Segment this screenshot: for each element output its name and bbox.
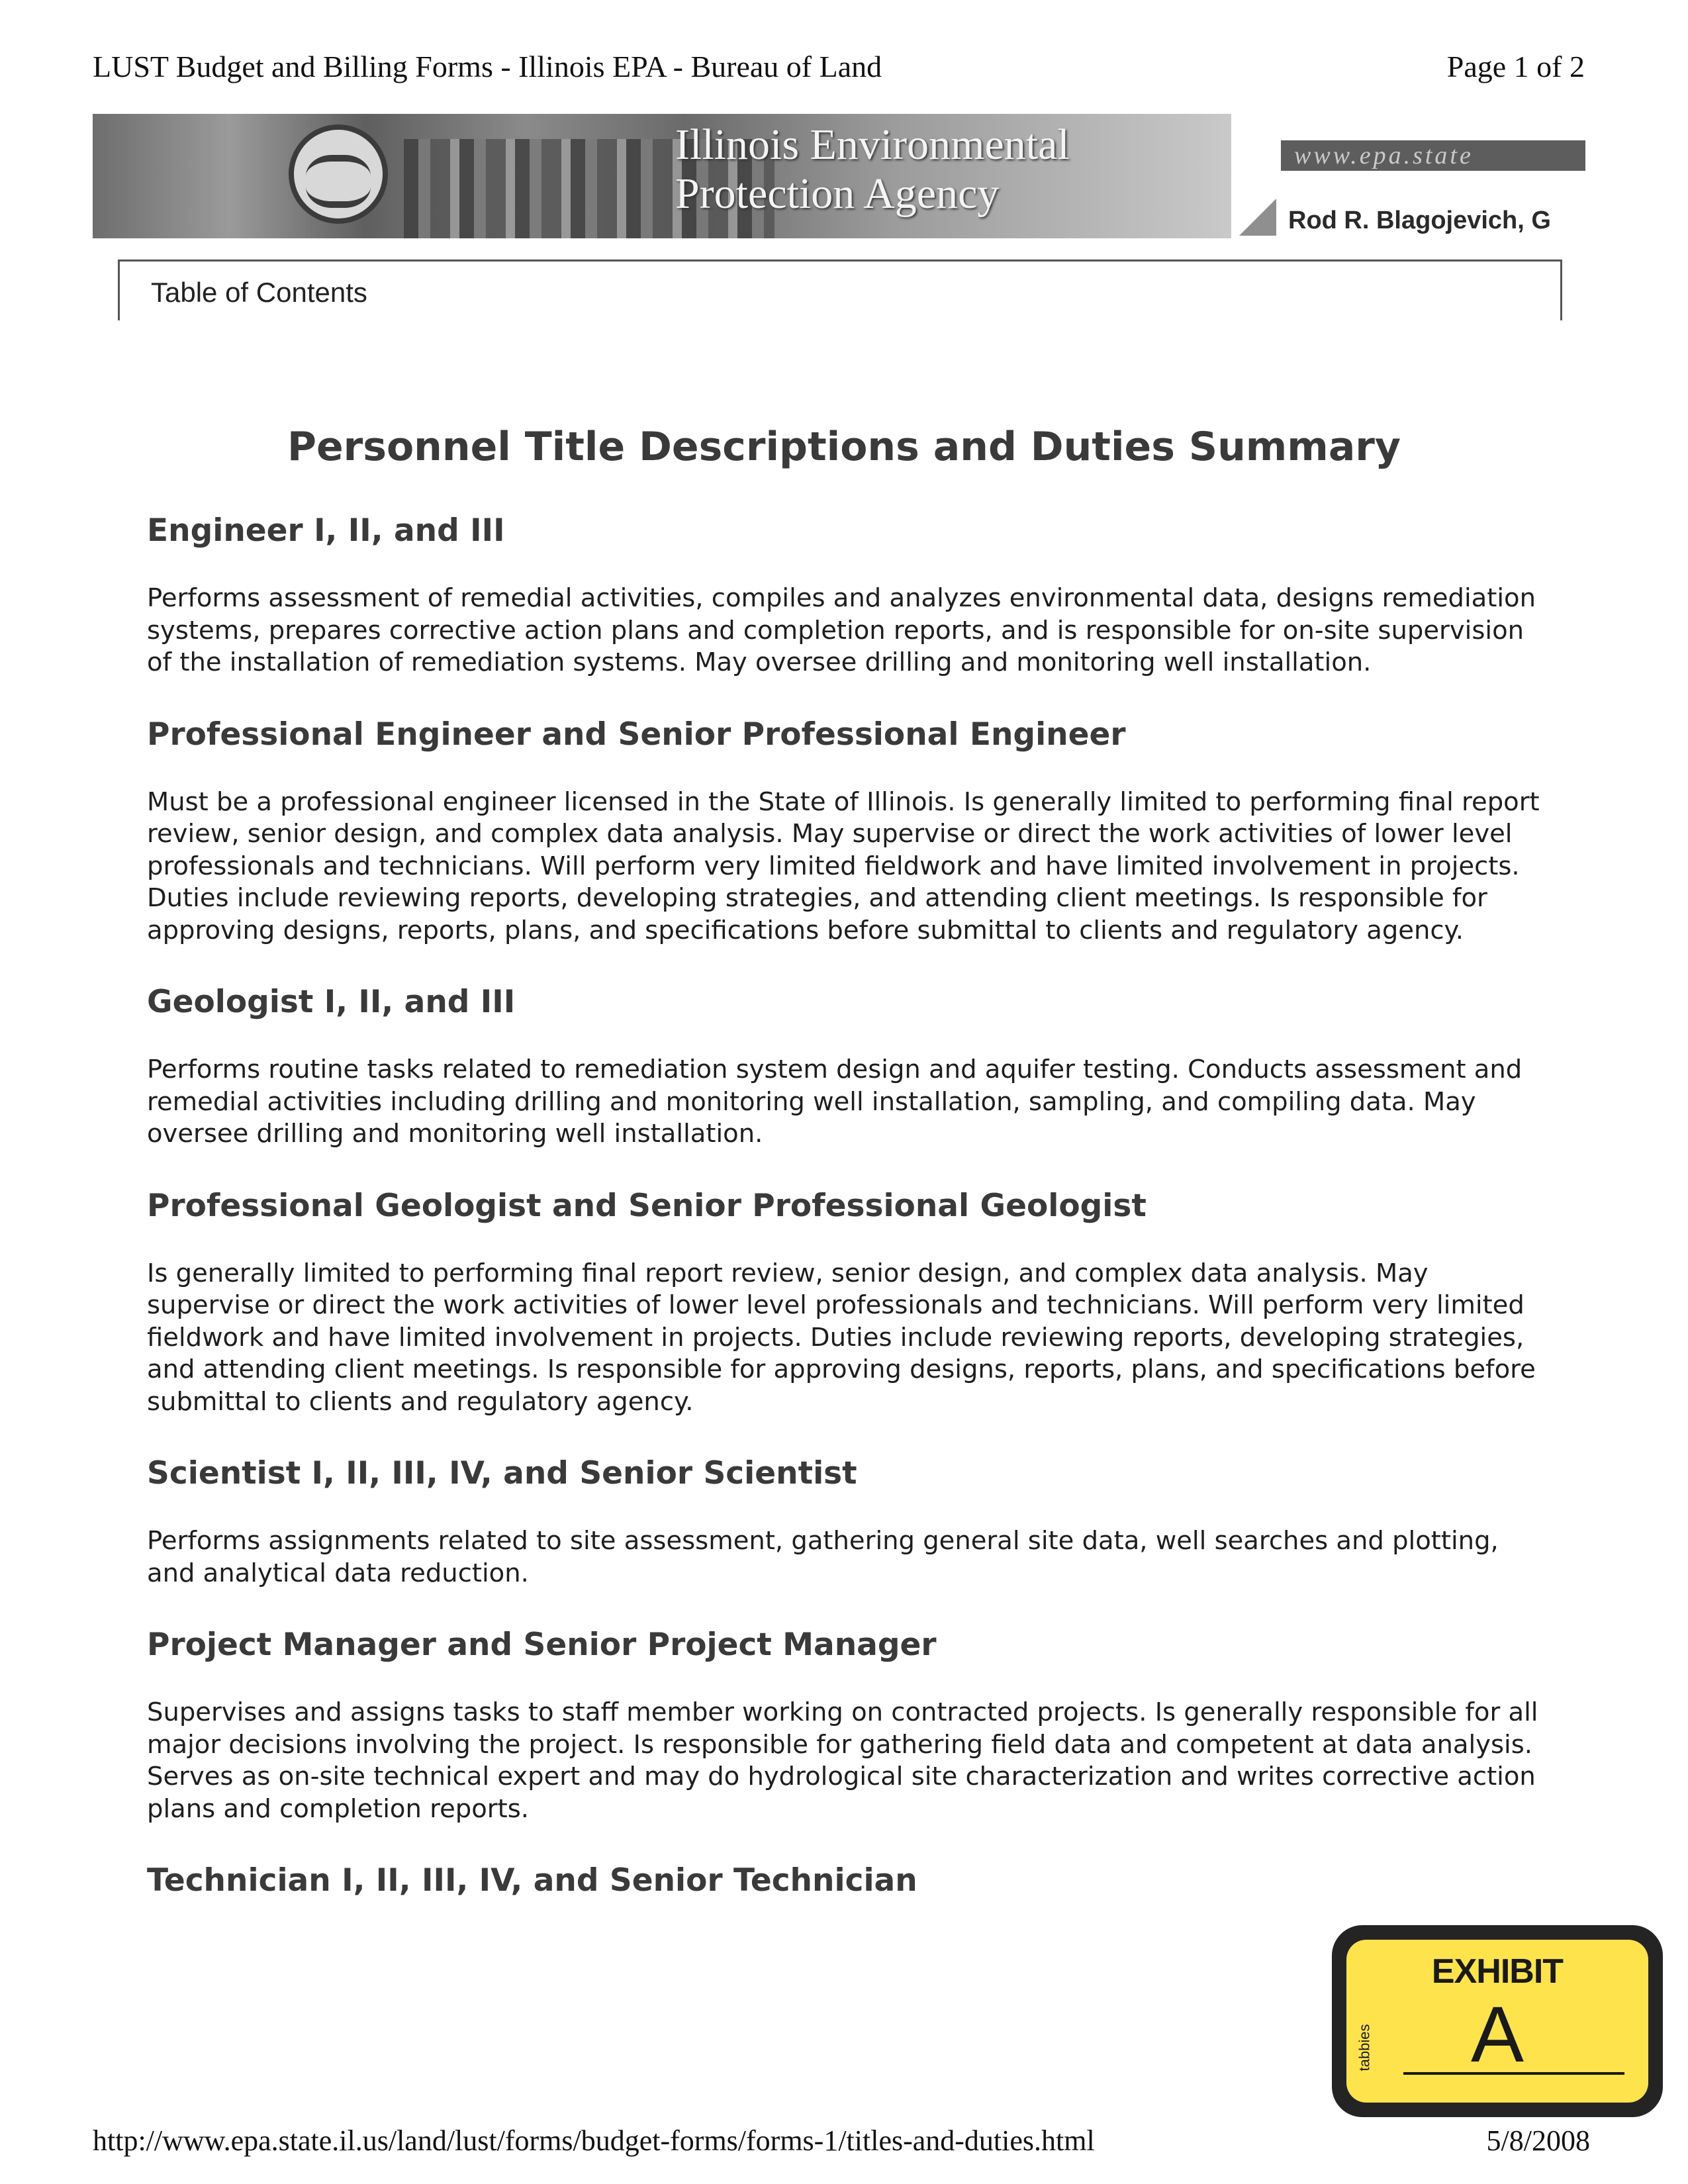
triangle-icon xyxy=(1239,199,1276,236)
agency-name-line2: Protection Agency xyxy=(675,169,1000,218)
section-professional-geologist xyxy=(147,1185,1550,1419)
section-text: Supervises and assigns tasks to staff member working on contracted projects. Is generally responsible for all major decisions involving the project. Is responsible for gathering field data and competent at data analysis. Serves as on-site technical expert and may do hydrological site characterization and writes corrective action plans and completion reports. xyxy=(147,1697,1538,1824)
section-text: Performs routine tasks related to remediation system design and aquifer testing. Conducts assessment and remedial activities including drilling and monitoring well installation, sampling, and compiling data. May oversee drilling and monitoring well installation. xyxy=(147,1055,1523,1149)
section-heading: Engineer I, II, and III xyxy=(147,512,505,549)
content-area xyxy=(147,510,1550,1936)
exhibit-letter: A xyxy=(1470,1990,1524,2079)
print-header-title: LUST Budget and Billing Forms - Illinois EPA - Bureau of Land xyxy=(93,50,882,83)
exhibit-brand: tabbies xyxy=(1356,2024,1373,2071)
section-heading: Professional Geologist and Senior Professional Geologist xyxy=(147,1187,1147,1224)
website-banner-link[interactable]: www.epa.state xyxy=(1281,140,1585,171)
section-heading: Scientist I, II, III, IV, and Senior Scientist xyxy=(147,1455,857,1492)
page-title: Personnel Title Descriptions and Duties Summary xyxy=(287,424,1401,470)
agency-seal-icon xyxy=(289,124,388,224)
section-project-manager xyxy=(147,1624,1550,1825)
section-engineer xyxy=(147,510,1550,679)
section-text: Is generally limited to performing final report review, senior design, and complex data analysis. May supervise or direct the work activities of lower level professionals and technicians. Will perform very limited fieldwork and have limited involvement in projects. Duties include reviewing reports, developing strategies, and attending client meetings. Is responsible for approving designs, reports, plans, and specifications before submittal to clients and regulatory agency. xyxy=(147,1258,1536,1417)
toc-divider-right xyxy=(1560,260,1562,320)
agency-banner xyxy=(93,114,1231,238)
section-scientist xyxy=(147,1452,1550,1590)
section-heading: Technician I, II, III, IV, and Senior Technician xyxy=(147,1862,917,1899)
print-header-page-number: Page 1 of 2 xyxy=(1446,50,1585,83)
section-technician xyxy=(147,1860,1550,1902)
exhibit-sticker xyxy=(1332,1925,1663,2117)
agency-name-line1: Illinois Environmental xyxy=(675,120,1070,169)
toc-divider xyxy=(118,260,1562,261)
toc-divider-left xyxy=(118,260,120,320)
section-text: Performs assignments related to site assessment, gathering general site data, well searches and plotting, and analytical data reduction. xyxy=(147,1526,1499,1588)
exhibit-label: EXHIBIT xyxy=(1431,1952,1564,1991)
section-geologist xyxy=(147,981,1550,1151)
agency-name xyxy=(675,120,1231,218)
section-heading: Geologist I, II, and III xyxy=(147,984,516,1020)
table-of-contents-link[interactable]: Table of Contents xyxy=(151,277,367,308)
section-heading: Professional Engineer and Senior Professional Engineer xyxy=(147,716,1126,753)
governor-name: Rod R. Blagojevich, G xyxy=(1288,207,1551,234)
section-text: Must be a professional engineer licensed in the State of Illinois. Is generally limited to performing final report review, senior design, and complex data analysis. May supervise or direct the work activities of lower level professionals and technicians. Will perform very limited fieldwork and have limited involvement in projects. Duties include reviewing reports, developing strategies, and attending client meetings. Is responsible for approving designs, reports, plans, and specifications before submittal to clients and regulatory agency. xyxy=(147,786,1540,945)
print-footer-url: http://www.epa.state.il.us/land/lust/forms/budget-forms/forms-1/titles-and-duties.html xyxy=(93,2124,1095,2157)
section-text: Performs assessment of remedial activities, compiles and analyzes environmental data, designs remediation systems, prepares corrective action plans and completion reports, and is responsible for on-site supervision of the installation of remediation systems. May oversee drilling and monitoring well installation. xyxy=(147,583,1536,677)
print-footer-date: 5/8/2008 xyxy=(1486,2124,1590,2157)
exhibit-underline xyxy=(1403,2072,1624,2075)
section-heading: Project Manager and Senior Project Manager xyxy=(147,1627,937,1663)
exhibit-sticker-face xyxy=(1346,1940,1648,2103)
section-professional-engineer xyxy=(147,714,1550,947)
